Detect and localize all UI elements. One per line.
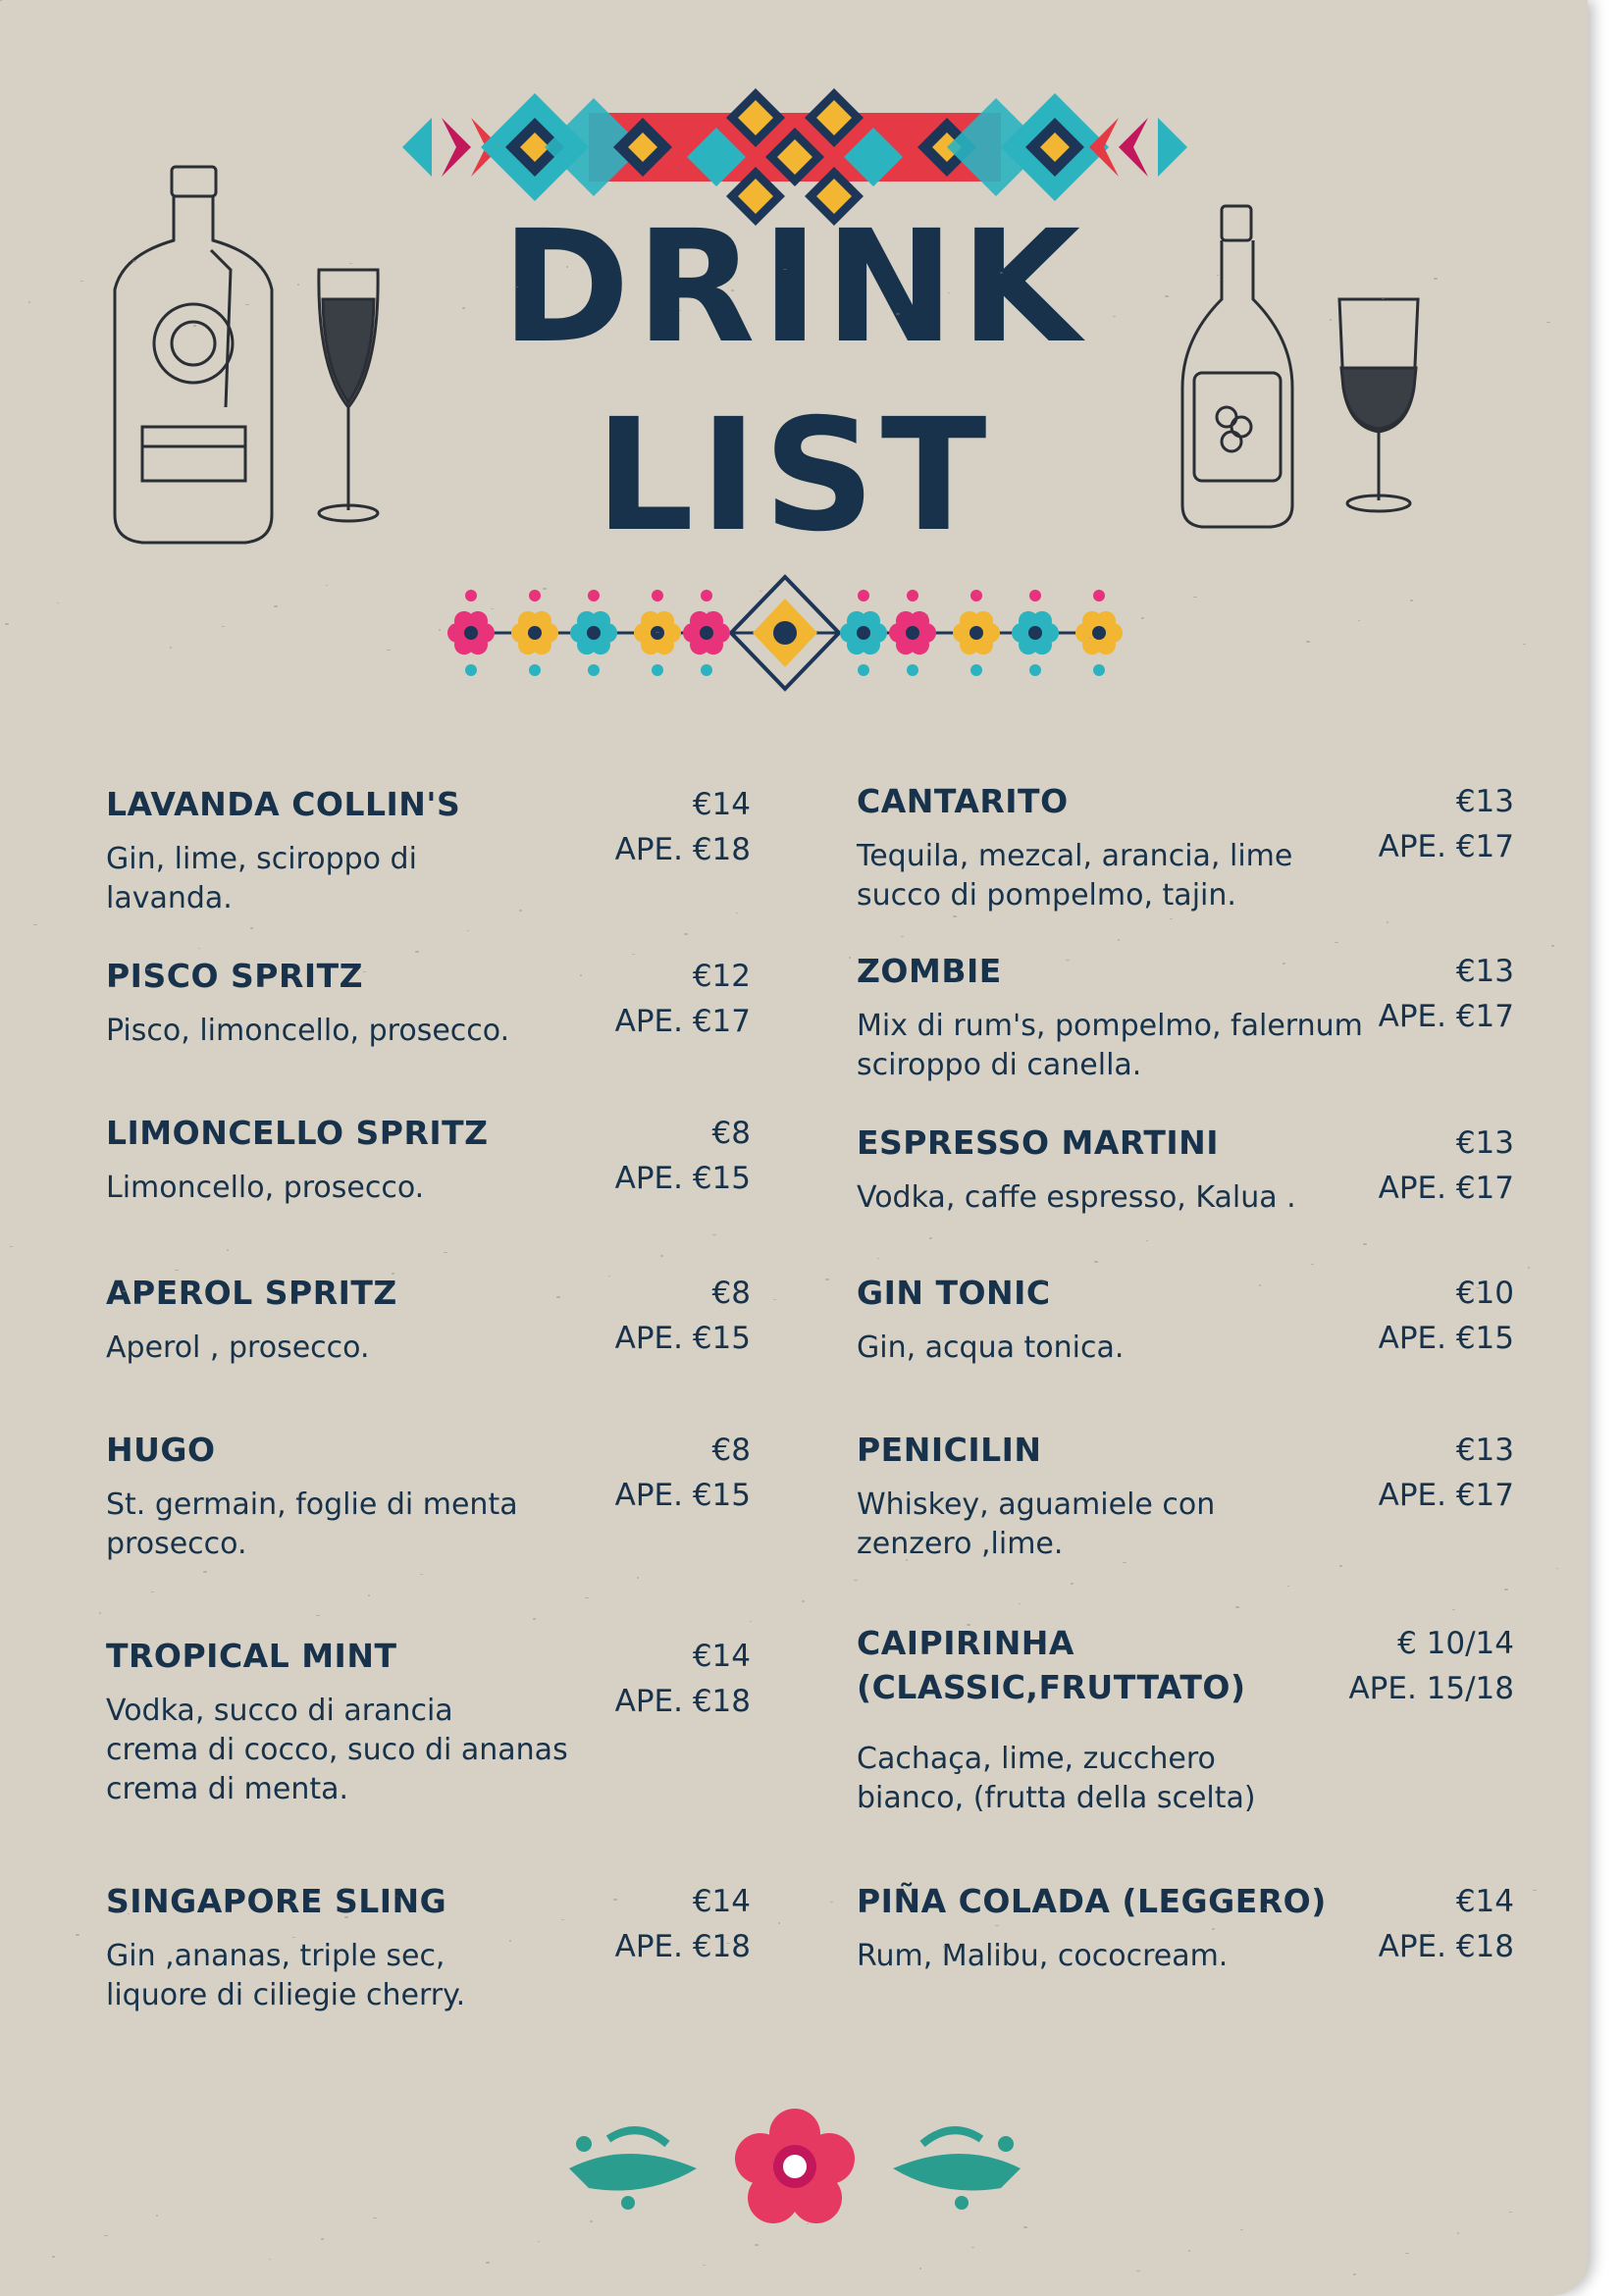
paper-speck bbox=[613, 1899, 617, 1901]
right-item-ape-price: APE. €17 bbox=[1378, 999, 1514, 1034]
right-item-ape-price: APE. €17 bbox=[1378, 829, 1514, 864]
paper-speck bbox=[1481, 1910, 1484, 1912]
paper-speck bbox=[712, 1234, 716, 1235]
paper-speck bbox=[1405, 2253, 1409, 2254]
paper-speck bbox=[349, 263, 352, 264]
paper-speck bbox=[1160, 1949, 1162, 1950]
paper-speck bbox=[1523, 644, 1526, 645]
floral-border-ornament bbox=[446, 569, 1124, 697]
right-item-description: zenzero ,lime. bbox=[857, 1527, 1064, 1561]
paper-speck bbox=[1023, 2226, 1027, 2228]
left-item-description: crema di menta. bbox=[106, 1772, 349, 1806]
paper-speck bbox=[269, 2259, 271, 2260]
right-item-name: GIN TONIC bbox=[857, 1274, 1051, 1312]
left-item-description: St. germain, foglie di menta bbox=[106, 1487, 518, 1522]
left-item-description: Aperol , prosecco. bbox=[106, 1331, 370, 1365]
paper-speck bbox=[1259, 1284, 1261, 1286]
paper-speck bbox=[420, 1574, 423, 1575]
left-item-description: prosecco. bbox=[106, 1527, 247, 1561]
right-item-description: sciroppo di canella. bbox=[857, 1048, 1142, 1082]
paper-speck bbox=[1118, 939, 1120, 941]
paper-speck bbox=[590, 2220, 593, 2222]
left-item-ape-price: APE. €18 bbox=[614, 832, 751, 867]
paper-speck bbox=[948, 292, 950, 293]
left-item-price: €8 bbox=[711, 1433, 751, 1468]
paper-speck bbox=[1283, 963, 1285, 965]
paper-speck bbox=[1556, 1568, 1558, 1569]
paper-speck bbox=[297, 284, 299, 286]
paper-speck bbox=[802, 1600, 805, 1602]
flower-ornament bbox=[550, 2100, 1040, 2227]
paper-speck bbox=[556, 1296, 560, 1298]
left-item-ape-price: APE. €15 bbox=[614, 1478, 751, 1513]
paper-speck bbox=[132, 260, 136, 262]
paper-speck bbox=[1528, 1267, 1530, 1269]
paper-speck bbox=[344, 1916, 348, 1918]
right-item-description: Tequila, mezcal, arancia, lime bbox=[857, 839, 1293, 873]
paper-speck bbox=[1071, 1583, 1074, 1585]
paper-speck bbox=[731, 289, 734, 291]
right-item-name: CAIPIRINHA bbox=[857, 1624, 1074, 1662]
paper-speck bbox=[632, 954, 635, 955]
paper-speck bbox=[778, 1922, 780, 1924]
right-item-description: Gin, acqua tonica. bbox=[857, 1331, 1125, 1365]
right-item-price: €13 bbox=[1455, 954, 1514, 989]
paper-speck bbox=[637, 1577, 639, 1579]
paper-speck bbox=[830, 1902, 833, 1903]
paper-speck bbox=[707, 611, 709, 613]
paper-speck bbox=[566, 266, 568, 268]
left-item-name: APEROL SPRITZ bbox=[106, 1274, 397, 1312]
right-item-name: ESPRESSO MARTINI bbox=[857, 1123, 1220, 1162]
paper-speck bbox=[52, 2256, 55, 2258]
paper-speck bbox=[703, 2265, 706, 2266]
left-item-description: Gin ,ananas, triple sec, bbox=[106, 1939, 445, 1973]
paper-speck bbox=[1363, 1243, 1367, 1245]
paper-speck bbox=[274, 605, 278, 607]
paper-speck bbox=[28, 301, 30, 303]
paper-speck bbox=[392, 1273, 394, 1275]
paper-speck bbox=[33, 924, 37, 925]
paper-speck bbox=[807, 2223, 809, 2224]
paper-speck bbox=[580, 974, 582, 976]
paper-speck bbox=[929, 1237, 932, 1239]
paper-speck bbox=[203, 1571, 207, 1573]
paper-speck bbox=[924, 614, 928, 615]
left-item-description: Pisco, limoncello, prosecco. bbox=[106, 1014, 510, 1048]
paper-speck bbox=[1287, 1586, 1289, 1587]
paper-speck bbox=[849, 957, 851, 959]
paper-speck bbox=[1358, 620, 1360, 621]
paper-speck bbox=[679, 310, 681, 311]
title-line-1: DRINK bbox=[500, 197, 1087, 378]
paper-speck bbox=[245, 304, 249, 305]
paper-speck bbox=[1146, 1240, 1148, 1241]
paper-speck bbox=[877, 1258, 879, 1259]
paper-speck bbox=[1113, 316, 1116, 317]
paper-speck bbox=[854, 1580, 858, 1581]
paper-speck bbox=[156, 2215, 158, 2217]
right-item-description: Whiskey, aguamiele con bbox=[857, 1487, 1216, 1522]
paper-speck bbox=[519, 910, 522, 912]
paper-speck bbox=[462, 307, 465, 309]
paper-speck bbox=[1000, 272, 1003, 274]
paper-speck bbox=[5, 623, 9, 625]
left-item-price: €14 bbox=[692, 1884, 751, 1919]
paper-speck bbox=[1235, 1606, 1239, 1608]
paper-speck bbox=[1335, 942, 1338, 943]
paper-speck bbox=[1551, 945, 1554, 947]
paper-speck bbox=[825, 1278, 829, 1280]
paper-speck bbox=[1047, 1905, 1049, 1906]
right-item-price: € 10/14 bbox=[1397, 1626, 1514, 1661]
left-item-description: Vodka, succo di arancia bbox=[106, 1694, 453, 1728]
paper-speck bbox=[326, 585, 328, 586]
paper-speck bbox=[1339, 1565, 1342, 1567]
paper-speck bbox=[128, 1913, 130, 1914]
left-item-name: TROPICAL MINT bbox=[106, 1637, 397, 1675]
paper-speck bbox=[1042, 1281, 1045, 1282]
paper-speck bbox=[1019, 1603, 1021, 1604]
paper-speck bbox=[1240, 2229, 1243, 2230]
left-item-name: PISCO SPRITZ bbox=[106, 957, 364, 995]
right-item-name: ZOMBIE bbox=[857, 952, 1002, 990]
title-line-2: LIST bbox=[595, 386, 993, 566]
paper-speck bbox=[995, 1925, 999, 1926]
left-item-price: €14 bbox=[692, 1639, 751, 1674]
left-item-ape-price: APE. €15 bbox=[614, 1321, 751, 1356]
paper-speck bbox=[250, 927, 253, 929]
paper-speck bbox=[227, 1249, 229, 1251]
paper-speck bbox=[585, 1597, 589, 1598]
paper-speck bbox=[1141, 617, 1144, 619]
right-item-price: €13 bbox=[1455, 784, 1514, 819]
paper-speck bbox=[1504, 1589, 1508, 1591]
paper-speck bbox=[415, 951, 419, 953]
right-item-ape-price: APE. €17 bbox=[1378, 1171, 1514, 1206]
left-item-price: €8 bbox=[711, 1116, 751, 1151]
right-item-name-sub: (CLASSIC,FRUTTATO) bbox=[857, 1668, 1246, 1706]
paper-speck bbox=[363, 971, 366, 972]
paper-speck bbox=[1165, 295, 1169, 297]
paper-speck bbox=[57, 602, 59, 603]
paper-speck bbox=[660, 1255, 663, 1257]
right-item-name: CANTARITO bbox=[857, 782, 1069, 820]
paper-speck bbox=[971, 2247, 974, 2248]
paper-speck bbox=[146, 968, 150, 970]
page-margin bbox=[1588, 0, 1624, 2296]
paper-speck bbox=[896, 313, 900, 315]
left-item-name: HUGO bbox=[106, 1431, 216, 1469]
right-item-description: Cachaça, lime, zucchero bbox=[857, 1742, 1216, 1776]
paper-speck bbox=[755, 2244, 759, 2246]
paper-speck bbox=[292, 1937, 295, 1938]
right-item-name: PENICILIN bbox=[857, 1431, 1042, 1469]
paper-speck bbox=[198, 948, 200, 949]
paper-speck bbox=[1434, 278, 1438, 280]
paper-speck bbox=[1533, 1890, 1537, 1891]
paper-speck bbox=[180, 1893, 183, 1895]
paper-speck bbox=[1452, 1609, 1455, 1610]
paper-speck bbox=[175, 1270, 179, 1271]
paper-speck bbox=[1353, 2273, 1356, 2275]
paper-speck bbox=[773, 1299, 776, 1300]
right-item-ape-price: APE. 15/18 bbox=[1348, 1671, 1514, 1706]
paper-speck bbox=[439, 629, 441, 631]
paper-speck bbox=[396, 1896, 398, 1897]
paper-speck bbox=[1429, 1931, 1431, 1932]
paper-speck bbox=[1316, 1887, 1318, 1889]
paper-speck bbox=[901, 936, 904, 937]
paper-speck bbox=[387, 650, 391, 651]
paper-speck bbox=[1306, 641, 1310, 643]
paper-speck bbox=[953, 915, 957, 917]
paper-speck bbox=[1136, 2270, 1140, 2271]
left-item-description: lavanda. bbox=[106, 881, 233, 915]
paper-speck bbox=[193, 325, 196, 327]
left-item-name: SINGAPORE SLING bbox=[106, 1882, 447, 1920]
left-item-name: LAVANDA COLLIN'S bbox=[106, 785, 461, 823]
left-item-ape-price: APE. €18 bbox=[614, 1929, 751, 1964]
paper-speck bbox=[123, 1290, 126, 1292]
paper-speck bbox=[783, 269, 787, 270]
paper-speck bbox=[1311, 1264, 1314, 1265]
paper-speck bbox=[655, 632, 659, 633]
left-item-price: €14 bbox=[692, 787, 751, 822]
left-item-price: €12 bbox=[692, 959, 751, 994]
right-item-description: succo di pompelmo, tajin. bbox=[857, 878, 1236, 913]
paper-speck bbox=[1382, 298, 1385, 299]
left-item-price: €8 bbox=[711, 1276, 751, 1311]
paper-speck bbox=[491, 608, 494, 609]
right-item-description: Mix di rum's, pompelmo, falernum bbox=[857, 1009, 1363, 1043]
right-item-ape-price: APE. €17 bbox=[1378, 1478, 1514, 1513]
left-item-ape-price: APE. €18 bbox=[614, 1684, 751, 1719]
right-item-price: €10 bbox=[1455, 1276, 1514, 1311]
paper-speck bbox=[0, 0, 2, 1]
right-item-price: €14 bbox=[1455, 1884, 1514, 1919]
paper-speck bbox=[906, 1559, 908, 1561]
paper-speck bbox=[538, 2241, 540, 2242]
paper-speck bbox=[750, 1621, 752, 1622]
paper-speck bbox=[1089, 638, 1091, 639]
paper-speck bbox=[99, 1612, 101, 1614]
paper-speck bbox=[726, 1943, 730, 1944]
paper-speck bbox=[533, 1618, 536, 1620]
right-item-description: Rum, Malibu, cococream. bbox=[857, 1939, 1229, 1973]
paper-speck bbox=[1410, 600, 1413, 601]
left-item-description: liquore di ciliegie cherry. bbox=[106, 1978, 466, 2012]
paper-speck bbox=[1546, 322, 1550, 323]
paper-speck bbox=[80, 281, 83, 282]
right-item-price: €13 bbox=[1455, 1125, 1514, 1161]
left-item-name: LIMONCELLO SPRITZ bbox=[106, 1114, 489, 1152]
paper-speck bbox=[919, 2268, 921, 2270]
paper-speck bbox=[608, 1276, 610, 1277]
right-item-description: bianco, (frutta della scelta) bbox=[857, 1781, 1256, 1815]
paper-speck bbox=[170, 647, 172, 649]
paper-speck bbox=[1457, 2232, 1459, 2234]
paper-speck bbox=[760, 591, 762, 592]
left-item-description: Limoncello, prosecco. bbox=[106, 1171, 425, 1205]
paper-speck bbox=[1094, 1261, 1098, 1263]
paper-speck bbox=[486, 2262, 490, 2264]
paper-speck bbox=[1066, 960, 1070, 961]
paper-speck bbox=[444, 1252, 447, 1253]
paper-speck bbox=[1217, 275, 1219, 276]
paper-speck bbox=[872, 635, 875, 637]
left-item-description: crema di cocco, suco di ananas bbox=[106, 1733, 568, 1767]
right-item-price: €13 bbox=[1455, 1433, 1514, 1468]
paper-speck bbox=[316, 1615, 320, 1616]
paper-speck bbox=[943, 1946, 946, 1948]
paper-speck bbox=[1330, 319, 1332, 321]
paper-speck bbox=[340, 1293, 341, 1294]
paper-speck bbox=[1123, 1562, 1126, 1563]
paper-speck bbox=[976, 594, 978, 596]
paper-speck bbox=[967, 1624, 970, 1626]
paper-speck bbox=[543, 588, 547, 590]
paper-speck bbox=[321, 2238, 324, 2240]
paper-speck bbox=[1193, 597, 1197, 598]
paper-speck bbox=[1509, 2212, 1512, 2213]
paper-speck bbox=[1170, 918, 1173, 919]
paper-speck bbox=[222, 626, 225, 627]
paper-speck bbox=[10, 1246, 13, 1247]
paper-speck bbox=[561, 1919, 564, 1920]
paper-speck bbox=[76, 1934, 79, 1936]
aztec-banner-ornament bbox=[393, 78, 1197, 216]
paper-speck bbox=[1499, 965, 1501, 966]
left-item-description: Gin, lime, sciroppo di bbox=[106, 842, 417, 876]
right-item-description: Vodka, caffe espresso, Kalua . bbox=[857, 1180, 1296, 1215]
paper-speck bbox=[368, 1594, 370, 1596]
right-item-ape-price: APE. €18 bbox=[1378, 1929, 1514, 1964]
left-item-ape-price: APE. €15 bbox=[614, 1161, 751, 1196]
paper-speck bbox=[1476, 1287, 1480, 1288]
paper-speck bbox=[1212, 1928, 1215, 1930]
paper-speck bbox=[1188, 2250, 1190, 2252]
left-item-ape-price: APE. €17 bbox=[614, 1004, 751, 1039]
paper-speck bbox=[684, 933, 688, 935]
right-item-name: PIÑA COLADA (LEGGERO) bbox=[857, 1882, 1327, 1920]
paper-speck bbox=[1387, 921, 1388, 923]
paper-speck bbox=[1264, 1907, 1268, 1908]
right-item-ape-price: APE. €15 bbox=[1378, 1321, 1514, 1356]
paper-speck bbox=[104, 2235, 108, 2236]
paper-speck bbox=[509, 1940, 511, 1942]
paper-speck bbox=[467, 930, 469, 931]
